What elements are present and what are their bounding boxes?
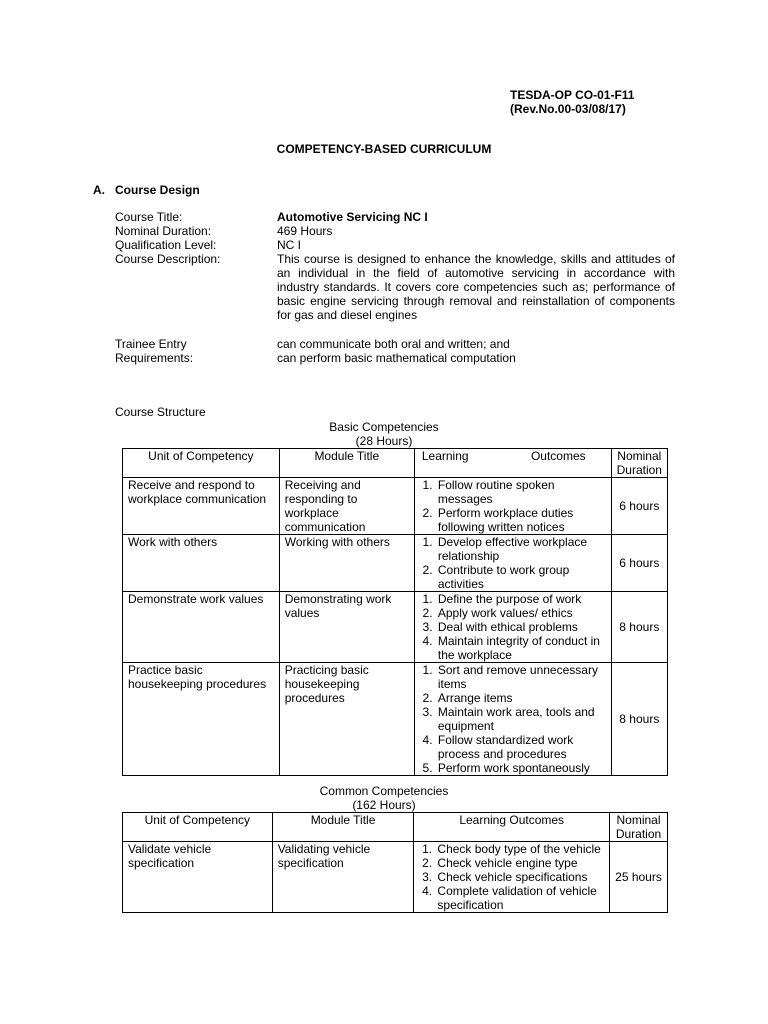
list-item: 2. Contribute to work group activities <box>436 563 606 591</box>
header-module-title: Module Title <box>272 813 414 842</box>
table-row <box>123 535 668 592</box>
qualification-level-row <box>115 238 675 252</box>
outcomes-list <box>419 842 604 912</box>
list-item: 1. Check body type of the vehicle <box>435 842 604 856</box>
common-competencies-title: Common Competencies <box>319 784 449 798</box>
nominal-duration-row <box>115 224 675 238</box>
trainee-entry-label: Trainee Entry <box>115 337 187 351</box>
list-item: 3. Deal with ethical problems <box>436 620 606 634</box>
learning-outcomes-header-wrap <box>420 449 606 463</box>
section-letter: A. <box>93 183 105 197</box>
section-title: Course Design <box>115 183 200 197</box>
table-row <box>123 592 668 663</box>
header-learning-outcomes: Learning Outcomes <box>414 813 610 842</box>
unit-cell: Demonstrate work values <box>123 592 280 663</box>
unit-cell: Validate vehicle specification <box>123 842 273 913</box>
module-cell: Demonstrating work values <box>279 592 414 663</box>
table-header-row <box>123 813 668 842</box>
module-cell: Working with others <box>279 535 414 592</box>
header-learning-word: Learning <box>421 449 469 463</box>
duration-cell: 6 hours <box>611 478 667 535</box>
list-item: 2. Arrange items <box>436 691 606 705</box>
header-unit-of-competency: Unit of Competency <box>123 449 280 478</box>
trainee-entry-requirements <box>115 337 675 365</box>
module-cell: Practicing basic housekeeping procedures <box>279 663 414 776</box>
outcomes-cell <box>414 478 611 535</box>
requirements-label: Requirements: <box>115 351 194 365</box>
duration-cell: 8 hours <box>611 663 667 776</box>
module-cell: Receiving and responding to workplace communication <box>279 478 414 535</box>
list-item: 1. Define the purpose of work <box>436 592 606 606</box>
list-item: 2. Apply work values/ ethics <box>436 606 606 620</box>
course-structure-label: Course Structure <box>115 405 206 419</box>
course-title-label: Course Title: <box>115 210 183 224</box>
page-title: COMPETENCY-BASED CURRICULUM <box>276 142 492 156</box>
outcomes-cell <box>414 592 611 663</box>
basic-competencies-hours: (28 Hours) <box>355 434 413 448</box>
course-title-value: Automotive Servicing NC I <box>277 210 428 224</box>
list-item: 1. Develop effective workplace relationship <box>436 535 606 563</box>
header-unit-of-competency: Unit of Competency <box>123 813 273 842</box>
header-nominal-duration: Nominal Duration <box>609 813 667 842</box>
course-description-label: Course Description: <box>115 252 221 266</box>
trainee-entry-row-2 <box>115 351 675 365</box>
duration-cell: 25 hours <box>609 842 667 913</box>
header-module-title: Module Title <box>279 449 414 478</box>
common-competencies-hours: (162 Hours) <box>352 798 416 812</box>
list-item: 4. Complete validation of vehicle specification <box>435 884 604 912</box>
duration-cell: 8 hours <box>611 592 667 663</box>
header-nominal-duration: Nominal Duration <box>611 449 667 478</box>
course-description-row <box>115 252 675 322</box>
course-title-row <box>115 210 675 224</box>
module-cell: Validating vehicle specification <box>272 842 414 913</box>
table-header-row <box>123 449 668 478</box>
table-row <box>123 478 668 535</box>
list-item: 2. Perform workplace duties following written notices <box>436 506 606 534</box>
course-description-value: This course is designed to enhance the knowledge, skills and attitudes of an individual in the field of automotive servicing in accordance with industry standards. It covers core competencies such as; performance of basic engine servicing through removal and reinstallation of components for gas and diesel engines <box>277 252 675 322</box>
list-item: 3. Check vehicle specifications <box>435 870 604 884</box>
outcomes-list <box>420 535 606 591</box>
outcomes-cell <box>414 842 610 913</box>
outcomes-list <box>420 592 606 662</box>
table-row <box>123 842 668 913</box>
list-item: 4. Follow standardized work process and procedures <box>436 733 606 761</box>
document-code-block <box>510 88 710 116</box>
nominal-duration-label: Nominal Duration: <box>115 224 212 238</box>
course-info <box>115 210 675 322</box>
basic-competencies-table <box>122 448 668 776</box>
trainee-entry-row-1 <box>115 337 675 351</box>
nominal-duration-value: 469 Hours <box>277 224 333 238</box>
basic-competencies-title: Basic Competencies <box>329 420 439 434</box>
list-item: 3. Maintain work area, tools and equipment <box>436 705 606 733</box>
list-item: 4. Maintain integrity of conduct in the workplace <box>436 634 606 662</box>
common-competencies-table <box>122 812 668 913</box>
duration-cell: 6 hours <box>611 535 667 592</box>
unit-cell: Work with others <box>123 535 280 592</box>
document-code: TESDA-OP CO-01-F11 <box>510 88 635 102</box>
list-item: 5. Perform work spontaneously <box>436 761 606 775</box>
outcomes-cell <box>414 535 611 592</box>
list-item: 2. Check vehicle engine type <box>435 856 604 870</box>
outcomes-list <box>420 663 606 775</box>
header-outcomes-word: Outcomes <box>530 449 586 463</box>
list-item: 1. Sort and remove unnecessary items <box>436 663 606 691</box>
entry-requirement-1: can communicate both oral and written; and <box>277 337 510 351</box>
header-learning-outcomes <box>414 449 611 478</box>
unit-cell: Receive and respond to workplace communication <box>123 478 280 535</box>
unit-cell: Practice basic housekeeping procedures <box>123 663 280 776</box>
qualification-level-value: NC I <box>277 238 301 252</box>
entry-requirement-2: can perform basic mathematical computation <box>277 351 516 365</box>
outcomes-list <box>420 478 606 534</box>
list-item: 1. Follow routine spoken messages <box>436 478 606 506</box>
outcomes-cell <box>414 663 611 776</box>
table-row <box>123 663 668 776</box>
revision-number: (Rev.No.00-03/08/17) <box>510 102 626 116</box>
qualification-level-label: Qualification Level: <box>115 238 217 252</box>
